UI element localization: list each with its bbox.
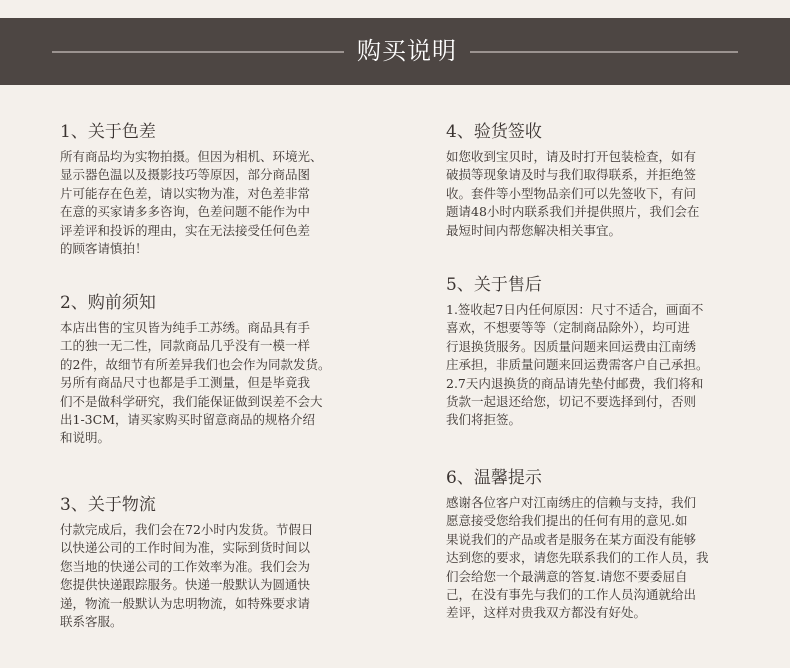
section-heading: 1、关于色差 <box>60 122 156 142</box>
section-body <box>446 301 709 430</box>
body-line: 您当地的快递公司的工作效率为准。我们会为 <box>60 558 311 574</box>
body-line: 片可能存在色差，请以实物为准，对色差非常 <box>60 185 311 201</box>
header-banner <box>0 18 790 85</box>
body-line: 喜欢，不想要等等（定制商品除外），均可进 <box>446 320 690 336</box>
body-line: 以快递公司的工作时间为准，实际到货时间以 <box>60 540 311 556</box>
body-line: 破损等现象请及时与我们取得联系，并拒绝签 <box>446 167 697 183</box>
section-color-difference <box>60 120 323 258</box>
body-line: 果说我们的产品或者是服务在某方面没有能够 <box>446 531 697 547</box>
body-line: 本店出售的宝贝皆为纯手工苏绣。商品具有手 <box>60 320 311 335</box>
body-line: 1.签收起7日内任何原因：尺寸不适合，画面不 <box>446 302 704 317</box>
body-line: 货款一起退还给您，切记不要选择到付，否则 <box>446 394 697 410</box>
body-line: 收。套件等小型物品亲们可以先签收下，有问 <box>446 185 697 201</box>
body-line: 愿意接受您给我们提出的任何有用的意见.如 <box>446 513 688 529</box>
body-line: 和说明。 <box>60 430 111 446</box>
body-line: 差评，这样对贵我双方都没有好处。 <box>446 605 647 621</box>
section-body <box>446 148 699 240</box>
body-line: 的顾客请慎拍！ <box>60 241 148 257</box>
section-after-sales <box>446 273 709 430</box>
section-body <box>60 521 313 631</box>
body-line: 们不是做科学研究，我们能保证做到误差不会大 <box>60 393 323 409</box>
body-line: 工的独一无二性，同款商品几乎没有一模一样 <box>60 338 311 354</box>
body-line: 递，物流一般默认为忠明物流，如特殊要求请 <box>60 595 311 611</box>
section-kind-reminder <box>446 466 709 623</box>
body-line: 们会给您一个最满意的答复.请您不要委屈自 <box>446 568 688 584</box>
body-line: 如您收到宝贝时，请及时打开包装检查，如有 <box>446 149 697 164</box>
body-line: 我们将拒签。 <box>446 412 522 428</box>
section-body <box>446 494 709 623</box>
body-line: 庄承担，非质量问题来回运费需客户自己承担。 <box>446 357 709 373</box>
body-line: 己，在没有事先与我们的工作人员沟通就给出 <box>446 587 697 603</box>
banner-right-rule <box>470 51 738 53</box>
section-heading: 3、关于物流 <box>60 495 156 515</box>
section-body <box>60 148 323 258</box>
section-heading: 5、关于售后 <box>446 275 542 295</box>
body-line: 显示器色温以及摄影技巧等原因，部分商品图 <box>60 167 311 183</box>
body-line: 评差评和投诉的理由，实在无法接受任何色差 <box>60 222 311 238</box>
section-heading: 2、购前须知 <box>60 293 156 313</box>
body-line: 最短时间内帮您解决相关事宜。 <box>446 222 622 238</box>
body-line: 行退换货服务。因质量问题来回运费由江南绣 <box>446 338 697 354</box>
section-body <box>60 319 330 448</box>
body-line: 联系客服。 <box>60 614 123 630</box>
section-heading: 6、温馨提示 <box>446 468 542 488</box>
section-pre-purchase <box>60 291 330 448</box>
section-logistics <box>60 493 313 631</box>
body-line: 所有商品均为实物拍摄。但因为相机、环境光、 <box>60 149 323 164</box>
body-line: 的2件，故细节有所差异我们也会作为同款发货。 <box>60 356 331 372</box>
body-line: 您提供快递跟踪服务。快递一般默认为圆通快 <box>60 577 311 593</box>
body-line: 感谢各位客户对江南绣庄的信赖与支持，我们 <box>446 495 697 510</box>
body-line: 题请48小时内联系我们并提供照片，我们会在 <box>446 204 700 220</box>
body-line: 出1-3CM，请买家购买时留意商品的规格介绍 <box>60 412 315 428</box>
body-line: 在意的买家请多多咨询，色差问题不能作为中 <box>60 204 311 220</box>
body-line: 2.7天内退换货的商品请先垫付邮费，我们将和 <box>446 375 704 391</box>
page-title: 购买说明 <box>357 37 457 65</box>
body-line: 另所有商品尺寸也都是手工测量，但是毕竟我 <box>60 375 311 391</box>
banner-left-rule <box>52 51 344 53</box>
section-inspection <box>446 120 699 240</box>
section-heading: 4、验货签收 <box>446 122 542 142</box>
body-line: 付款完成后，我们会在72小时内发货。节假日 <box>60 522 314 537</box>
body-line: 达到您的要求，请您先联系我们的工作人员，我 <box>446 550 709 566</box>
